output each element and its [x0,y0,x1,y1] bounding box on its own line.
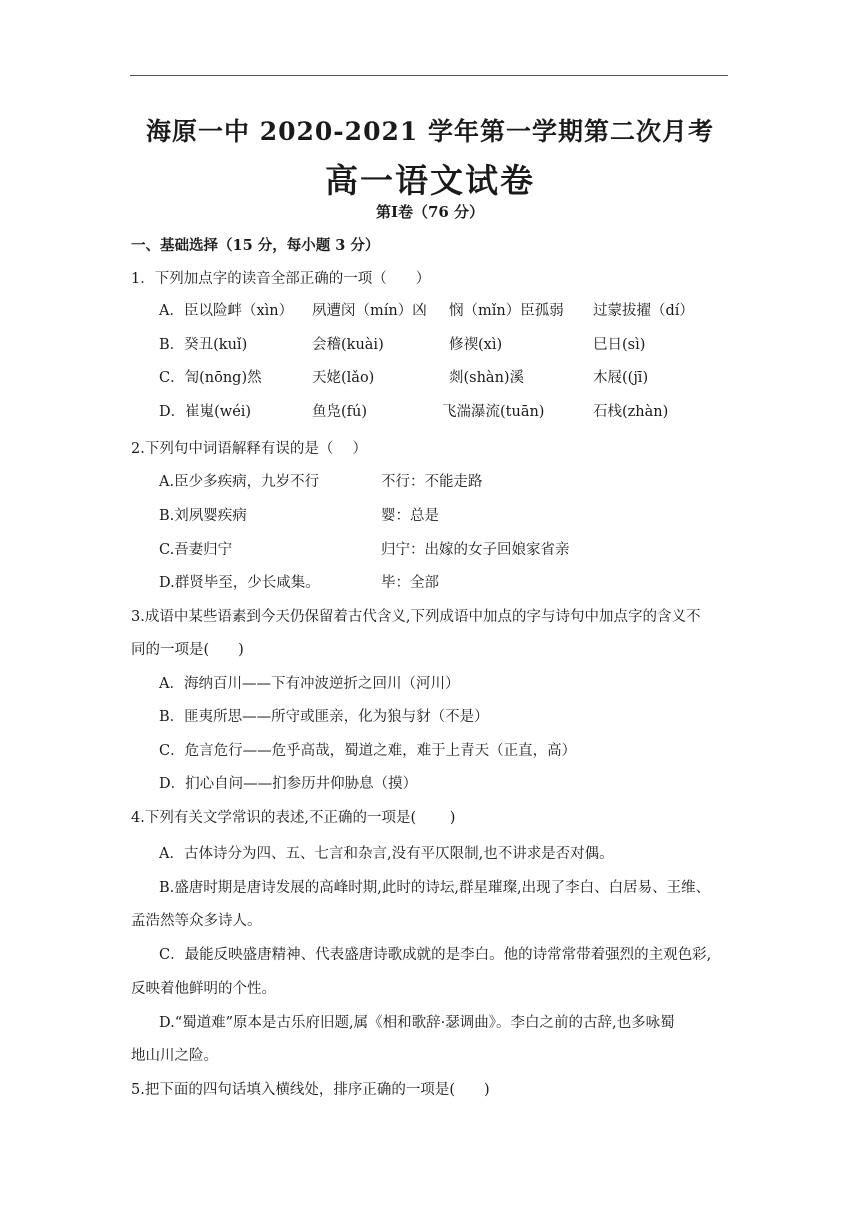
volume-label: 第Ⅰ卷（76 分） [375,203,485,221]
q2-c-meaning: 归宁：出嫁的女子回娘家省亲 [381,542,570,558]
q1-b-item2: 会稽(kuài) [312,337,384,353]
q1-a-item1: A．臣以险衅（xìn） [159,303,294,319]
q3-stem-line2: 同的一项是( ) [131,642,244,658]
q4-option-b-line2: 孟浩然等众多诗人。 [131,913,262,929]
school-exam-title: 海原一中 2020-2021 学年第一学期第二次月考 [146,117,714,146]
q3-option-d: D．扪心自问——扪参历井仰胁息（摸） [159,776,418,792]
q4-option-d-line1: D.“蜀道难”原本是古乐府旧题,属《相和歌辞·瑟调曲》。李白之前的古辞,也多咏蜀 [159,1015,675,1031]
q4-option-c-line1: C．最能反映盛唐精神、代表盛唐诗歌成就的是李白。他的诗常常带着强烈的主观色彩, [159,947,712,963]
q1-b-item1: B．癸丑(kuǐ) [159,337,248,353]
q2-d-phrase: D.群贤毕至，少长咸集。 [159,575,320,591]
q2-a-meaning: 不行：不能走路 [381,474,483,490]
q3-stem-line1: 3.成语中某些语素到今天仍保留着古代含义,下列成语中加点的字与诗句中加点字的含义不 [131,609,701,625]
q2-a-phrase: A.臣少多疾病，九岁不行 [159,474,320,490]
q1-option-row-a [159,301,759,321]
q3-option-b: B．匪夷所思——所守或匪亲，化为狼与豺（不是） [159,709,489,725]
q1-option-row-c [159,368,759,388]
q2-b-phrase: B.刘夙婴疾病 [159,508,247,524]
q1-d-item3: 飞湍瀑流(tuān) [442,404,545,420]
q4-option-d-line2: 地山川之险。 [131,1048,218,1064]
q1-b-item3: 修禊(xì) [449,337,503,353]
q2-stem: 2.下列句中词语解释有误的是（ ） [131,441,367,457]
q5-stem: 5.把下面的四句话填入横线处，排序正确的一项是( ) [131,1082,490,1098]
q1-a-item4: 过蒙拔擢（dí） [593,303,694,319]
q3-option-c: C．危言危行——危乎高哉，蜀道之难，难于上青天（正直，高） [159,743,577,759]
q1-a-item3: 悯（mǐn）臣孤弱 [449,303,564,319]
q2-b-meaning: 婴：总是 [381,508,439,524]
q1-b-item4: 巳日(sì) [593,337,646,353]
exam-subject-title: 高一语文试卷 [325,161,535,200]
q1-d-item4: 石栈(zhàn) [593,404,669,420]
q1-c-item4: 木屐((jī) [593,370,649,386]
q2-c-phrase: C.吾妻归宁 [159,542,233,558]
q3-option-a: A．海纳百川——下有冲波逆折之回川（河川） [159,676,460,692]
q2-d-meaning: 毕：全部 [381,575,439,591]
q4-stem: 4.下列有关文学常识的表述,不正确的一项是( ) [131,810,456,826]
q1-d-item1: D．崔嵬(wéi) [159,404,252,420]
q1-c-item1: C．訇(nōng)然 [159,370,262,386]
q4-option-b-line1: B.盛唐时期是唐诗发展的高峰时期,此时的诗坛,群星璀璨,出现了李白、白居易、王维、 [159,880,711,896]
q1-option-row-d [159,402,759,422]
q1-c-item3: 剡(shàn)溪 [449,370,525,386]
q1-a-item2: 夙遭闵（mín）凶 [312,303,427,319]
q1-c-item2: 天姥(lǎo) [312,370,375,386]
q4-option-c-line2: 反映着他鲜明的个性。 [131,981,276,997]
q1-option-row-b [159,335,759,355]
q1-d-item2: 鱼凫(fú) [312,404,368,420]
section1-heading: 一、基础选择（15 分，每小题 3 分） [131,237,380,254]
header-rule [130,75,728,76]
q4-option-a: A．古体诗分为四、五、七言和杂言,没有平仄限制,也不讲求是否对偶。 [159,846,614,862]
q1-stem: 1．下列加点字的读音全部正确的一项（ ） [131,271,431,287]
